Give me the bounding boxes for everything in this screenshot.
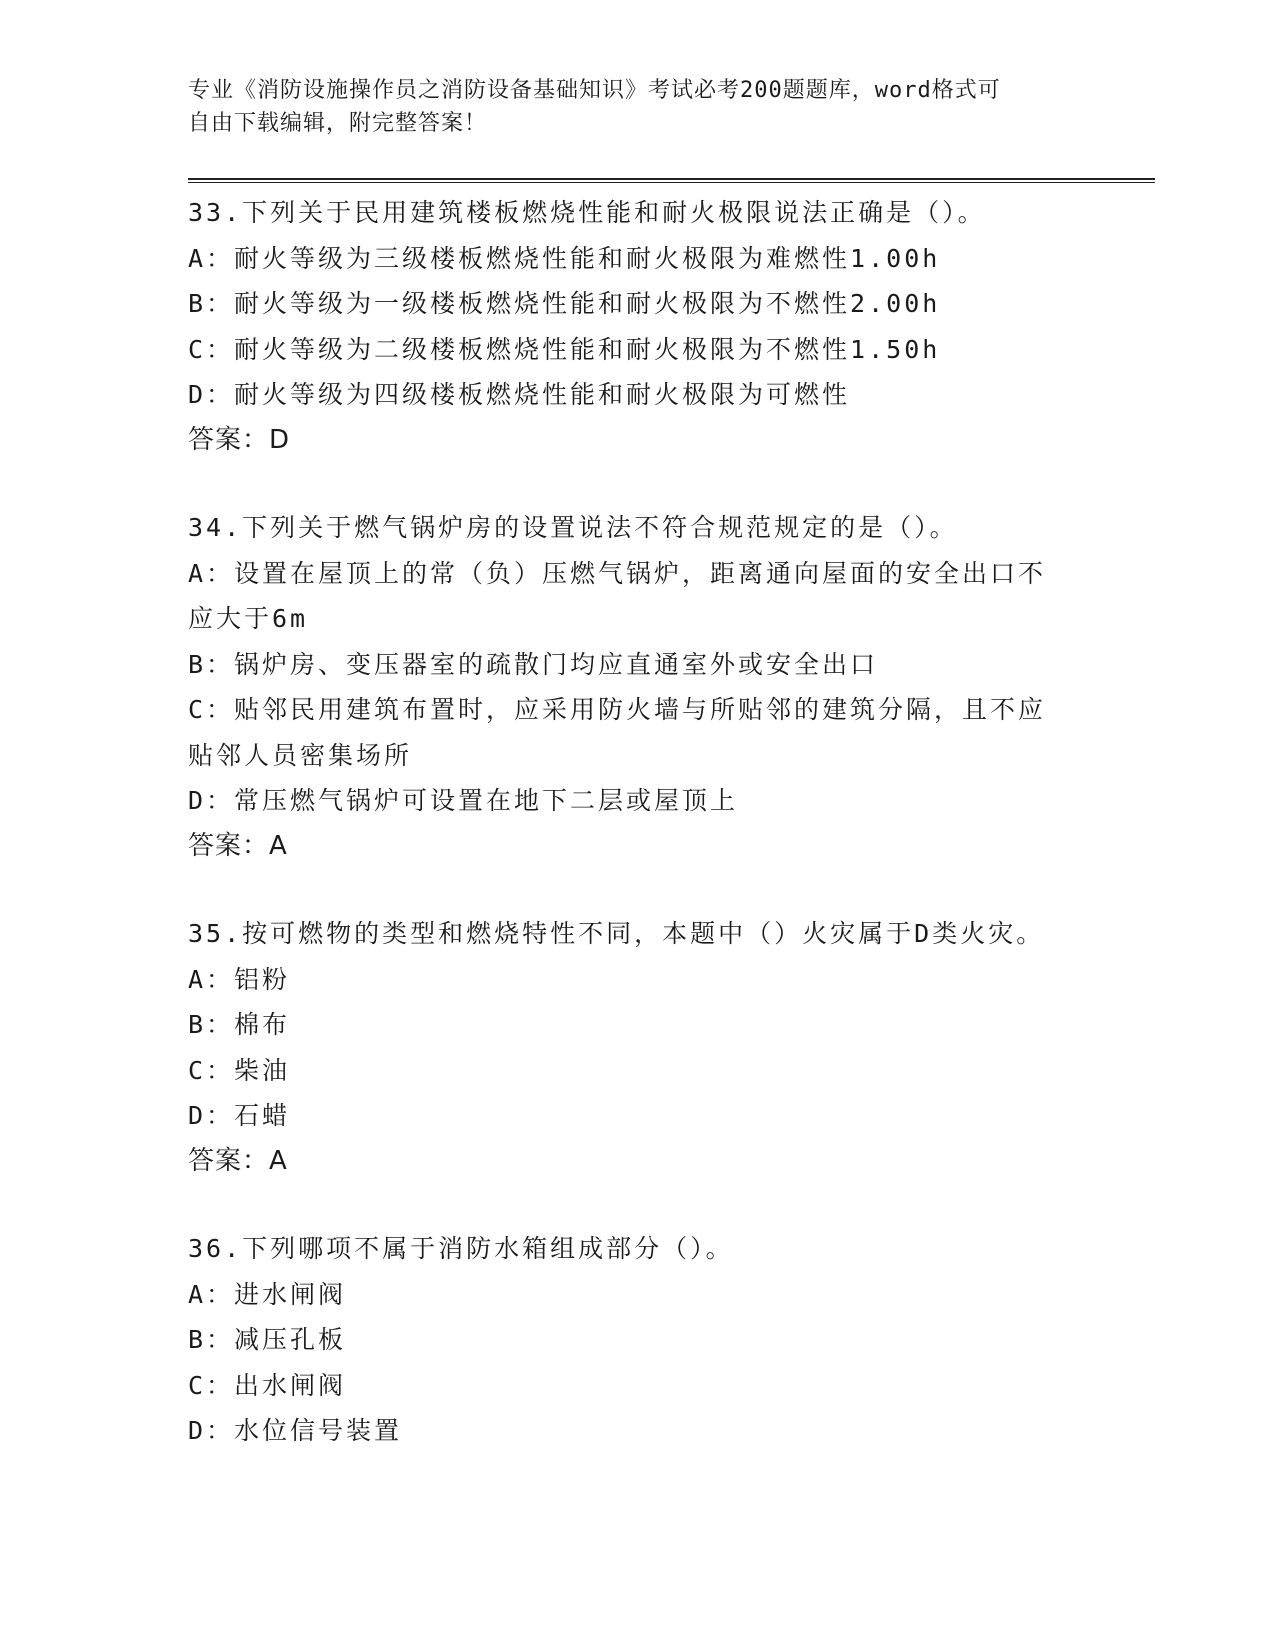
header-divider: [188, 178, 1155, 183]
option-a: A：铝粉: [188, 964, 291, 994]
option-b: B：棉布: [188, 1010, 291, 1039]
answer-label: 答案：D: [188, 424, 291, 455]
option-b: B：锅炉房、变压器室的疏散门均应直通室外或安全出口: [188, 649, 879, 679]
option-a: A：设置在屋顶上的常（负）压燃气锅炉，距离通向屋面的安全出口不: [188, 558, 1047, 588]
question-stem: 34.下列关于燃气锅炉房的设置说法不符合规范规定的是（）。: [188, 513, 958, 542]
option-b: B：耐火等级为一级楼板燃烧性能和耐火极限为不燃性2.00h: [188, 289, 941, 318]
header-title-line-1: 专业《消防设施操作员之消防设备基础知识》考试必考200题题库，word格式可: [188, 78, 1001, 103]
divider-thick-line: [188, 178, 1155, 180]
answer-label: 答案：A: [188, 830, 288, 861]
question-34: [188, 505, 1088, 869]
answer-label: 答案：A: [188, 1145, 288, 1176]
question-stem: 33.下列关于民用建筑楼板燃烧性能和耐火极限说法正确是（）。: [188, 198, 986, 227]
question-stem: 36.下列哪项不属于消防水箱组成部分（）。: [188, 1234, 734, 1263]
question-33: [188, 190, 1088, 463]
option-c-continued: 贴邻人员密集场所: [188, 740, 413, 770]
option-c: C：贴邻民用建筑布置时，应采用防火墙与所贴邻的建筑分隔，且不应: [188, 695, 1047, 724]
option-c: C：耐火等级为二级楼板燃烧性能和耐火极限为不燃性1.50h: [188, 334, 941, 364]
option-a: A：耐火等级为三级楼板燃烧性能和耐火极限为难燃性1.00h: [188, 243, 941, 273]
option-d: D：石蜡: [188, 1101, 291, 1130]
option-a: A：进水闸阀: [188, 1279, 347, 1309]
option-a-continued: 应大于6m: [188, 604, 309, 633]
option-d: D：耐火等级为四级楼板燃烧性能和耐火极限为可燃性: [188, 380, 851, 409]
option-d: D：水位信号装置: [188, 1416, 403, 1445]
option-c: C：出水闸阀: [188, 1370, 347, 1400]
question-stem: 35.按可燃物的类型和燃烧特性不同，本题中（）火灾属于D类火灾。: [188, 919, 1045, 948]
question-36: [188, 1226, 1088, 1454]
option-b: B：减压孔板: [188, 1325, 347, 1354]
divider-thin-line: [188, 182, 1155, 183]
header-title-line-2: 自由下载编辑，附完整答案！: [188, 111, 488, 136]
option-c: C：柴油: [188, 1055, 291, 1085]
option-d: D：常压燃气锅炉可设置在地下二层或屋顶上: [188, 786, 739, 815]
document-header: [188, 74, 1068, 140]
question-list: [188, 190, 1088, 1496]
question-35: [188, 911, 1088, 1184]
